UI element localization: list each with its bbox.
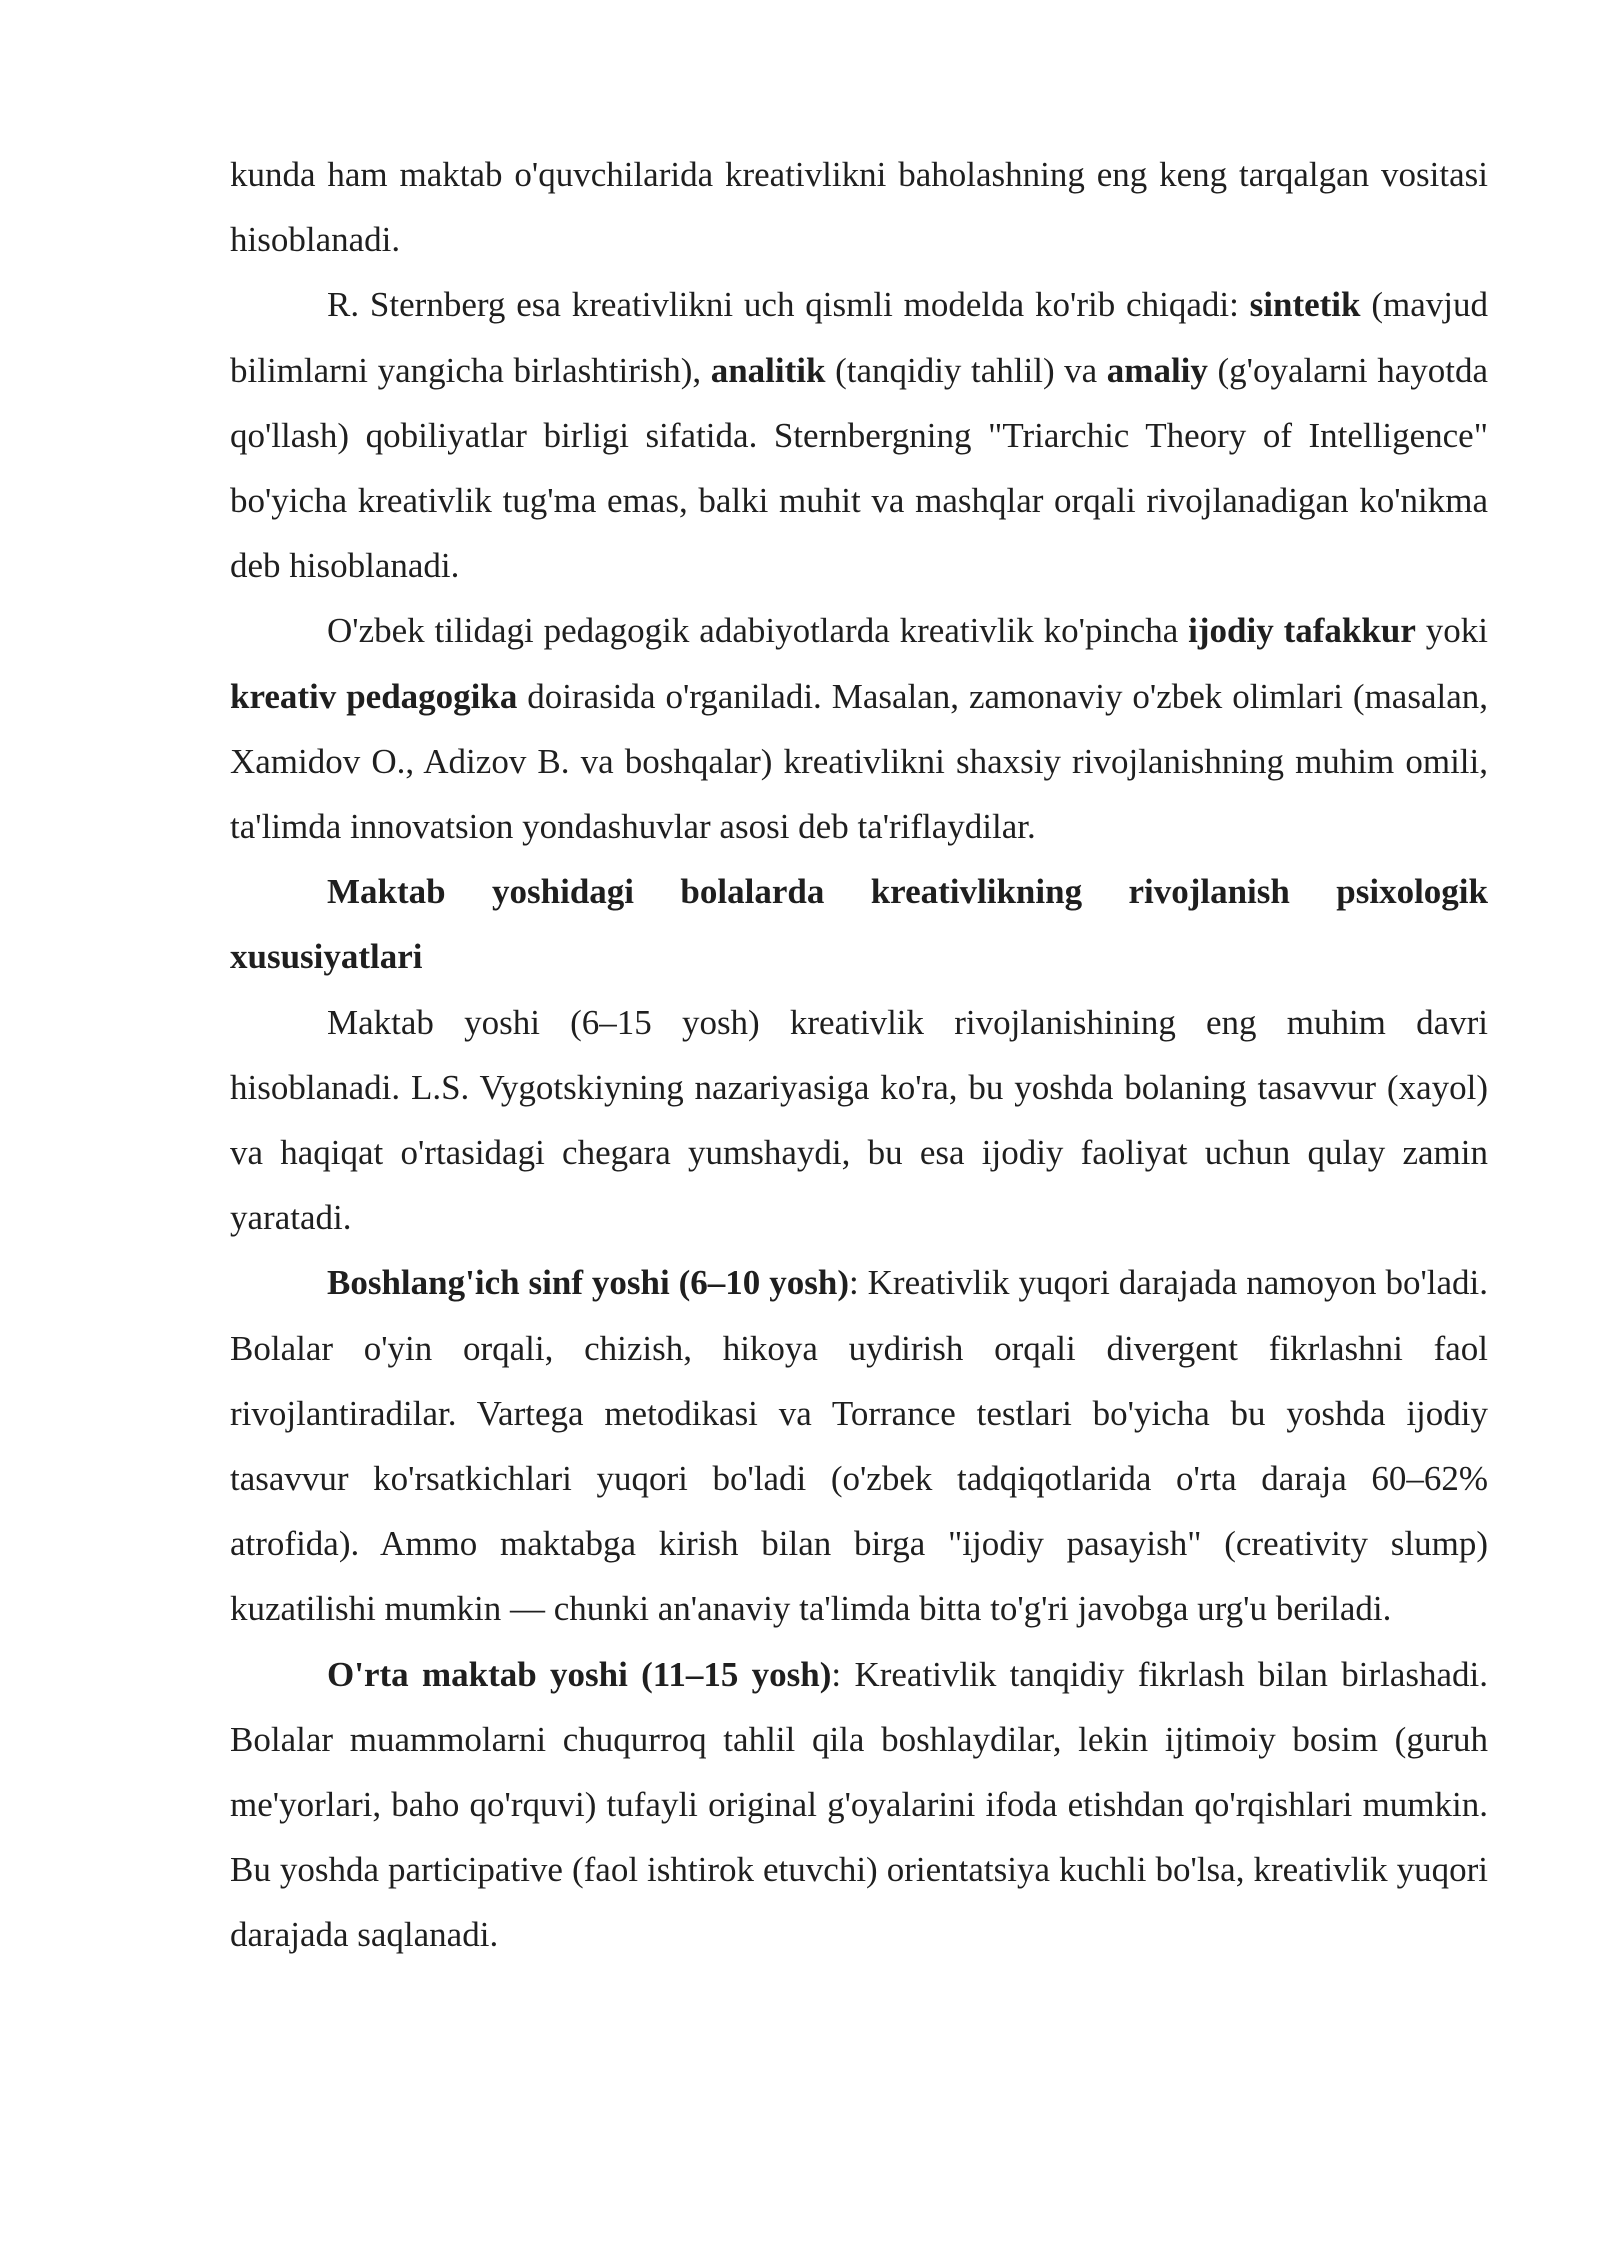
text-run: : Kreativlik tanqidiy fikrlash bilan birlashadi. Bolalar muammolarni chuqurroq tahlil qila boshlaydilar, lekin ijtimoiy bosim (guruh me'yorlari, baho qo'rquvi) tufayli original g'oyalarini ifoda etishdan qo'rqishlari mumkin. Bu yoshda participative (faol ishtirok etuvchi) orientatsiya kuchli bo'lsa, kreativlik yuqori darajada saqlanadi. xyxy=(230,1654,1488,1955)
text-run: kunda ham maktab o'quvchilarida kreativlikni baholashning eng keng tarqalgan vositasi hisoblanadi. xyxy=(230,155,1488,260)
bold-term-middle-age: O'rta maktab yoshi (11–15 yosh) xyxy=(327,1654,832,1694)
text-run: R. Sternberg esa kreativlikni uch qismli modelda ko'rib chiqadi: xyxy=(327,285,1250,325)
text-run: (mavjud bilimlarni yangicha birlashtirish), xyxy=(230,285,1488,390)
section-heading-text: Maktab yoshidagi bolalarda kreativlikning rivojlanish psixologik xususiyatlari xyxy=(230,872,1488,977)
bold-term-ijodiy-tafakkur: ijodiy tafakkur xyxy=(1188,611,1416,651)
section-heading xyxy=(230,859,1488,989)
paragraph-uzbek-literature xyxy=(230,598,1488,859)
text-run: Maktab yoshi (6–15 yosh) kreativlik rivojlanishining eng muhim davri hisoblanadi. L.S. Vygotskiyning nazariyasiga ko'ra, bu yoshda bolaning tasavvur (xayol) va haqiqat o'rtasidagi chegara yumshaydi, bu esa ijodiy faoliyat uchun qulay zamin yaratadi. xyxy=(230,1002,1488,1238)
text-run: (tanqidiy tahlil) va xyxy=(825,350,1107,390)
bold-term-amaliy: amaliy xyxy=(1106,350,1208,390)
document-body xyxy=(230,142,1488,1968)
text-run: doirasida o'rganiladi. Masalan, zamonaviy o'zbek olimlari (masalan, Xamidov O., Adizov B. va boshqalar) kreativlikni shaxsiy rivojlanishning muhim omili, ta'limda innovatsion yondashuvlar asosi deb ta'riflaydilar. xyxy=(230,676,1489,847)
text-run: yoki xyxy=(1415,611,1488,651)
paragraph-primary-school xyxy=(230,1250,1488,1641)
bold-term-kreativ-pedagogika: kreativ pedagogika xyxy=(230,676,518,716)
bold-term-sintetik: sintetik xyxy=(1249,285,1361,325)
text-run: O'zbek tilidagi pedagogik adabiyotlarda kreativlik ko'pincha xyxy=(327,611,1189,651)
paragraph-sternberg-model xyxy=(230,272,1488,598)
bold-term-analitik: analitik xyxy=(710,350,826,390)
paragraph-school-age xyxy=(230,990,1488,1251)
text-run: (g'oyalarni hayotda qo'llash) qobiliyatlar birligi sifatida. Sternbergning "Triarchic Theory of Intelligence" bo'yicha kreativlik tug'ma emas, balki muhit va mashqlar orqali rivojlanadigan ko'nikma deb hisoblanadi. xyxy=(230,350,1488,586)
paragraph-middle-school xyxy=(230,1642,1488,1968)
text-run: : Kreativlik yuqori darajada namoyon bo'ladi. Bolalar o'yin orqali, chizish, hikoya uydirish orqali divergent fikrlashni faol rivojlantiradilar. Vartega metodikasi va Torrance testlari bo'yicha bu yoshda ijodiy tasavvur ko'rsatkichlari yuqori bo'ladi (o'zbek tadqiqotlarida o'rta daraja 60–62% atrofida). Ammo maktabga kirish bilan birga "ijodiy pasayish" (creativity slump) kuzatilishi mumkin — chunki an'anaviy ta'limda bitta to'g'ri javobga urg'u beriladi. xyxy=(230,1263,1488,1629)
bold-term-primary-age: Boshlang'ich sinf yoshi (6–10 yosh) xyxy=(327,1263,849,1303)
paragraph-continuation xyxy=(230,142,1488,272)
